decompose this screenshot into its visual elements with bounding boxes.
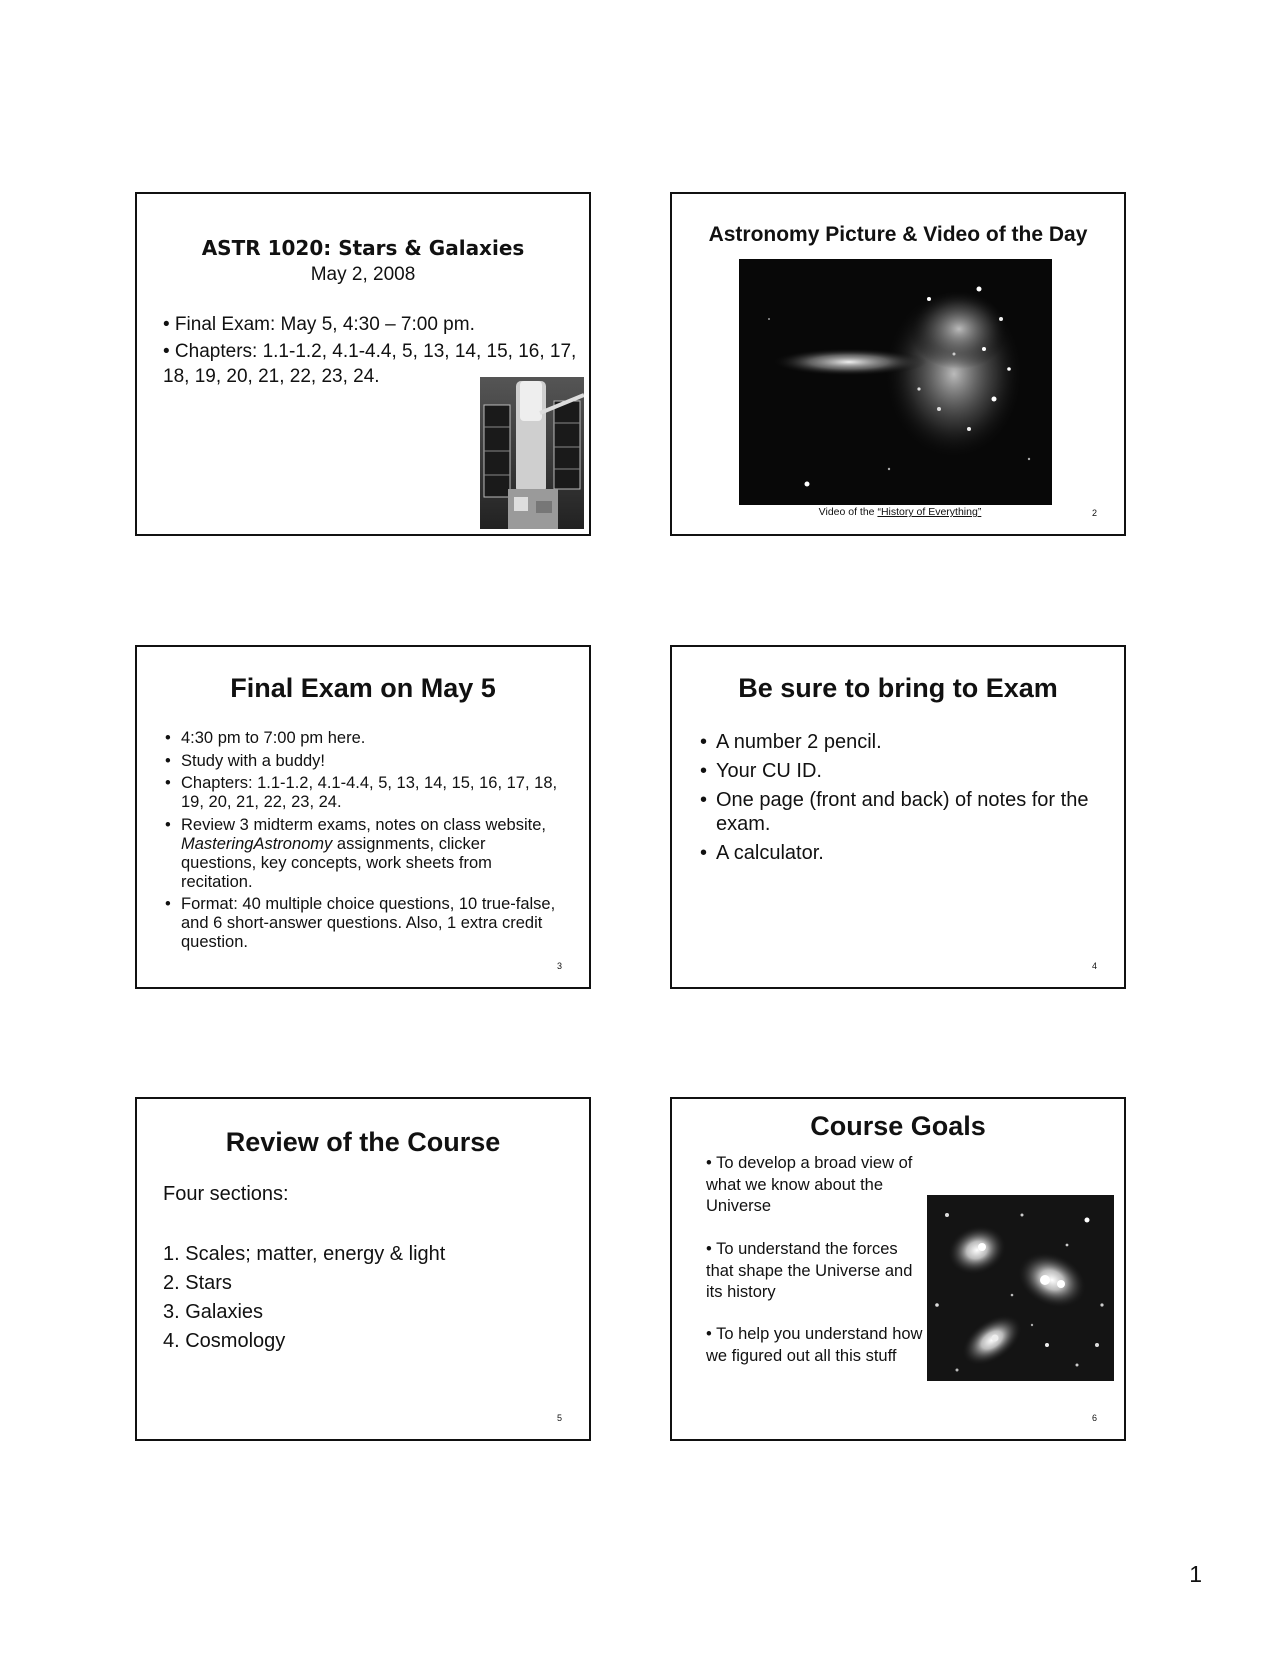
slide-1-title: ASTR 1020: Stars & Galaxies — [201, 236, 525, 260]
slide-number: 4 — [1091, 961, 1097, 971]
list-item: • Study with a buddy! — [163, 752, 563, 771]
slide-4-title: Be sure to bring to Exam — [738, 673, 1058, 703]
slide-2-caption — [672, 506, 1128, 518]
slide-1-bullet: • Final Exam: May 5, 4:30 – 7:00 pm. — [163, 314, 475, 335]
list-item: • Your CU ID. — [698, 759, 1108, 783]
exam-info-list — [163, 729, 563, 956]
slide-6-title: Course Goals — [810, 1111, 986, 1141]
list-item: 4. Cosmology — [163, 1330, 286, 1352]
list-item: • A calculator. — [698, 841, 1108, 865]
galaxy-group-photo — [927, 1195, 1114, 1381]
list-item — [163, 816, 563, 892]
slide-number: 2 — [1091, 508, 1097, 518]
list-item: 1. Scales; matter, energy & light — [163, 1243, 446, 1265]
interacting-galaxies-photo — [739, 259, 1052, 505]
list-item: • A number 2 pencil. — [698, 730, 1108, 754]
slide-1-date: May 2, 2008 — [310, 264, 416, 285]
slide-6 — [670, 1097, 1126, 1441]
review-suffix: assignments, clicker questions, key concepts, work sheets from recitation. — [181, 834, 492, 891]
four-sections-label: Four sections: — [163, 1183, 289, 1205]
slide-1-bullet: • Chapters: 1.1-1.2, 4.1-4.4, 5, 13, 14, 15, 16, 17, 18, 19, 20, 21, 22, 23, 24. — [163, 341, 577, 387]
slide-number: 6 — [1091, 1413, 1097, 1423]
goal-item: • To understand the forces that shape the Universe and its history — [706, 1240, 913, 1301]
list-item: • Chapters: 1.1-1.2, 4.1-4.4, 5, 13, 14, 15, 16, 17, 18, 19, 20, 21, 22, 23, 24. — [163, 774, 563, 812]
mastering-astronomy-text: MasteringAstronomy — [181, 834, 333, 853]
history-of-everything-link[interactable]: “History of Everything” — [877, 506, 982, 518]
caption-prefix: Video of the — [818, 506, 878, 518]
list-item: 3. Galaxies — [163, 1301, 264, 1323]
slide-1 — [135, 192, 591, 536]
slide-3-title: Final Exam on May 5 — [230, 673, 496, 703]
list-item: • Format: 40 multiple choice questions, 10 true-false, and 6 short-answer questions. Also, 1 extra credit question. — [163, 895, 563, 952]
goal-item: • To help you understand how we figured out all this stuff — [706, 1325, 923, 1365]
review-prefix: Review 3 midterm exams, notes on class website, — [181, 815, 546, 834]
slide-number: 3 — [556, 961, 562, 971]
list-item: • 4:30 pm to 7:00 pm here. — [163, 729, 563, 748]
slide-3 — [135, 645, 591, 989]
slide-5-title: Review of the Course — [225, 1127, 501, 1157]
list-item: • One page (front and back) of notes for the exam. — [698, 788, 1108, 836]
hubble-telescope-photo — [480, 377, 584, 529]
list-item: 2. Stars — [163, 1272, 232, 1294]
course-sections-list — [163, 1240, 445, 1356]
slide-number: 5 — [556, 1413, 562, 1423]
goal-item: • To develop a broad view of what we know about the Universe — [706, 1154, 913, 1215]
page-number: 1 — [1189, 1561, 1202, 1587]
slide-2-title: Astronomy Picture & Video of the Day — [708, 223, 1088, 246]
slide-4 — [670, 645, 1126, 989]
slide-5 — [135, 1097, 591, 1441]
slide-2 — [670, 192, 1126, 536]
bring-items-list — [698, 730, 1108, 870]
